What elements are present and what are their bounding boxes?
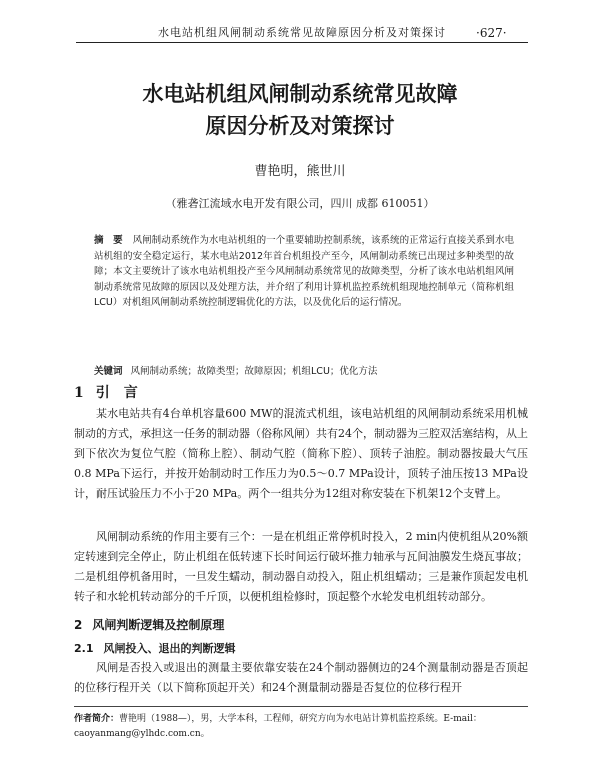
paper-title <box>60 78 540 142</box>
author-footnote <box>74 706 528 742</box>
subsection-2-1-heading <box>74 640 236 656</box>
title-line-2: 原因分析及对策探讨 <box>205 114 395 138</box>
running-head: 水电站机组风闸制动系统常见故障原因分析及对策探讨 <box>76 24 528 43</box>
section-1-number: 1 <box>74 385 84 401</box>
abstract <box>94 233 514 311</box>
keywords-label: 关键词 <box>94 366 123 377</box>
authors: 曹艳明，熊世川 <box>254 164 346 179</box>
footnote-label: 作者简介： <box>74 714 120 724</box>
section-2-paragraph-1: 风闸是否投入或退出的测量主要依靠安装在24个制动器侧边的24个测量制动器是否顶起的位移行程开关（以下简称顶起开关）和24个测量制动器是否复位的位移行程开 <box>74 661 528 694</box>
section-1-paragraph-2: 风闸制动系统的作用主要有三个：一是在机组正常停机时投入，2 min内使机组从20%额定转速到完全停止，防止机组在低转速下长时间运行破坏推力轴承与瓦间油膜发生烧瓦事故；二是机组停机备用时，一旦发生蠕动，制动器自动投入，阻止机组蠕动；三是兼作顶起发电机转子和水轮机转动部分的千斤顶，以便机组检修时，顶起整个水轮发电机组转动部分。 <box>74 530 528 603</box>
footnote-text: 曹艳明（1988—），男，大学本科，工程师，研究方向为水电站计算机监控系统。E-mail：caoyanmang@ylhdc.com.cn。 <box>74 714 482 739</box>
page-number: ·627· <box>476 26 507 40</box>
section-2-title: 风闸判断逻辑及控制原理 <box>92 618 225 632</box>
subsection-2-1-number: 2.1 <box>74 642 94 655</box>
section-2-heading <box>74 616 224 633</box>
title-line-1: 水电站机组风闸制动系统常见故障 <box>142 82 458 106</box>
keywords <box>94 364 514 379</box>
subsection-2-1-title: 风闸投入、退出的判断逻辑 <box>103 642 236 655</box>
section-1-title: 引 言 <box>95 385 138 401</box>
section-1-heading <box>74 382 138 402</box>
section-2-number: 2 <box>74 618 83 632</box>
abstract-text: 风闸制动系统作为水电站机组的一个重要辅助控制系统，该系统的正常运行直接关系到水电站机组的安全稳定运行，某水电站2012年首台机组投产至今，风闸制动系统已出现过多种类型的故障；本文主要统计了该水电站机组投产至今风闸制动系统常见的故障类型，分析了该水电站机组风闸制动系统常见故障的原因以及处理方法，并介绍了利用计算机监控系统机组现地控制单元（简称机组LCU）对机组风闸制动系统控制逻辑优化的方法，以及优化后的运行情况。 <box>94 235 514 308</box>
abstract-label: 摘 要 <box>94 235 123 246</box>
section-1-paragraph-1: 某水电站共有4台单机容量600 MW的混流式机组，该电站机组的风闸制动系统采用机械制动的方式，承担这一任务的制动器（俗称风闸）共有24个，制动器为三腔双活塞结构，从上到下依次为复位气腔（简称上腔）、制动气腔（简称下腔）、顶转子油腔。制动器按最大气压0.8 MPa下运行，并按开始制动时工作压力为0.5～0.7 MPa设计，顶转子油压按13 MPa设计，耐压试验压力不小于20 MPa。两个一组共分为12组对称安装在下机架12个支臂上。 <box>74 407 528 500</box>
affiliation: （雅砻江流域水电开发有限公司，四川 成都 610051） <box>165 197 435 210</box>
keywords-text: 风闸制动系统；故障类型；故障原因；机组LCU；优化方法 <box>130 366 378 377</box>
